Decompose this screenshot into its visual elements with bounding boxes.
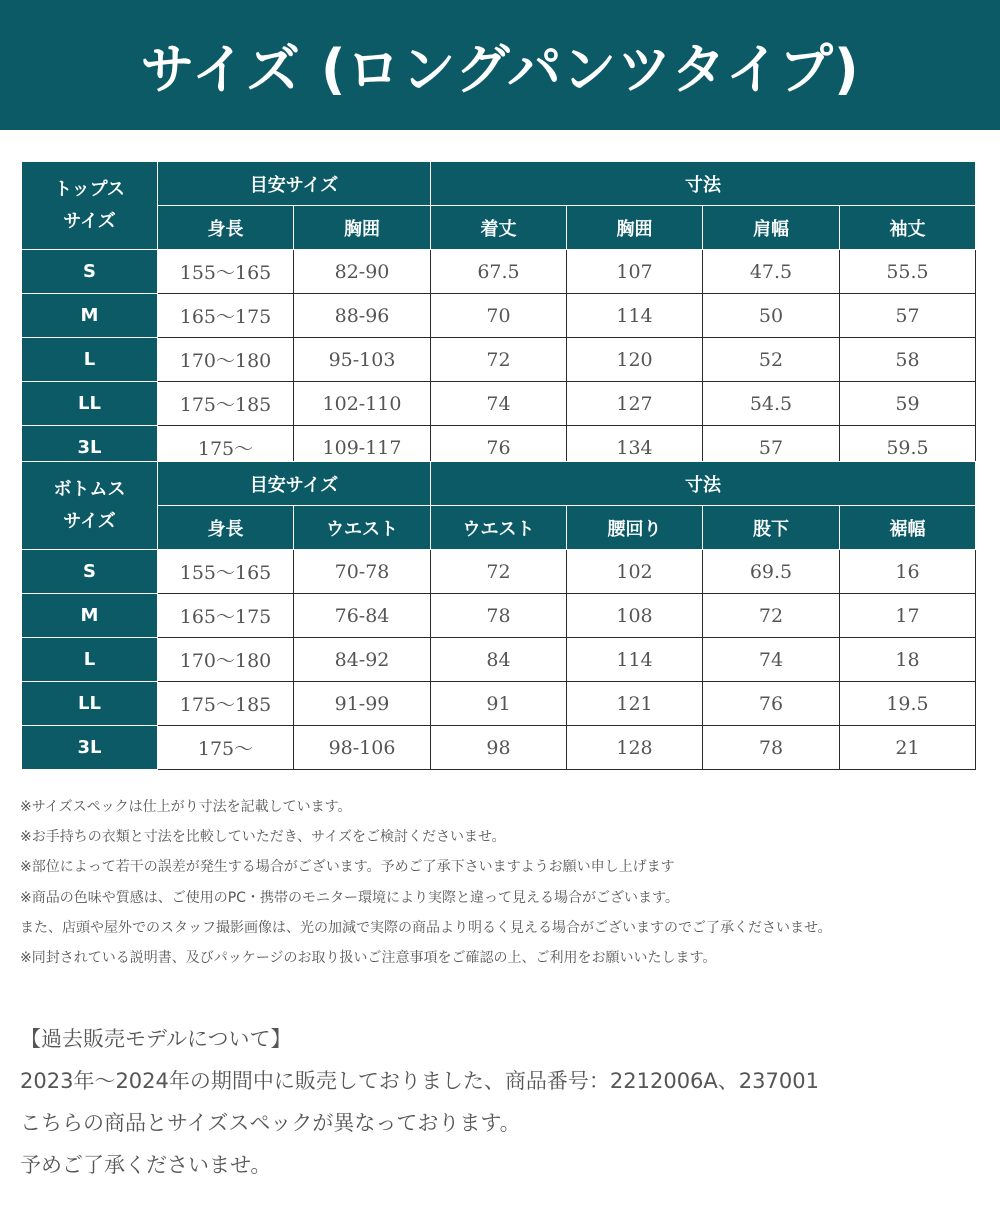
table-cell: 67.5 (431, 250, 567, 294)
table-row (22, 726, 976, 770)
title-banner (0, 0, 1000, 130)
table-cell: 72 (431, 550, 567, 594)
bottoms-group-measure: 寸法 (431, 462, 976, 506)
table-cell: 59.5 (840, 426, 976, 470)
bottoms-size-table (21, 461, 976, 770)
size-label: M (22, 294, 158, 338)
past-model-section (20, 1018, 980, 1186)
table-cell: 19.5 (840, 682, 976, 726)
table-cell: 120 (567, 338, 703, 382)
table-row (22, 682, 976, 726)
table-cell: 76 (431, 426, 567, 470)
table-cell: 70 (431, 294, 567, 338)
table-cell: 175〜185 (158, 382, 294, 426)
tops-corner-line1: トップス (54, 178, 125, 200)
table-cell: 72 (431, 338, 567, 382)
table-cell: 57 (703, 426, 840, 470)
table-cell: 91 (431, 682, 567, 726)
table-cell: 70-78 (294, 550, 431, 594)
table-cell: 54.5 (703, 382, 840, 426)
table-cell: 18 (840, 638, 976, 682)
table-row (22, 338, 976, 382)
bottoms-col-waist: ウエスト (431, 506, 567, 550)
tops-col-shoulder: 肩幅 (703, 206, 840, 250)
table-cell: 114 (567, 638, 703, 682)
table-cell: 84 (431, 638, 567, 682)
table-cell: 114 (567, 294, 703, 338)
size-label: L (22, 638, 158, 682)
table-cell: 59 (840, 382, 976, 426)
table-cell: 91-99 (294, 682, 431, 726)
table-cell: 50 (703, 294, 840, 338)
tops-corner-line2: サイズ (63, 210, 116, 232)
tops-size-table (21, 161, 976, 470)
table-cell: 74 (703, 638, 840, 682)
bottoms-corner-line1: ボトムス (53, 478, 126, 500)
table-cell: 102 (567, 550, 703, 594)
size-label: S (22, 550, 158, 594)
bottoms-col-height: 身長 (158, 506, 294, 550)
table-cell: 108 (567, 594, 703, 638)
table-cell: 47.5 (703, 250, 840, 294)
table-row (22, 550, 976, 594)
table-cell: 16 (840, 550, 976, 594)
table-cell: 127 (567, 382, 703, 426)
table-row (22, 382, 976, 426)
table-cell: 76 (703, 682, 840, 726)
table-cell: 128 (567, 726, 703, 770)
tops-col-length: 着丈 (431, 206, 567, 250)
table-cell: 170〜180 (158, 638, 294, 682)
bottoms-corner-line2: サイズ (63, 510, 116, 532)
bottoms-corner-label (22, 462, 158, 550)
table-cell: 98-106 (294, 726, 431, 770)
table-cell: 58 (840, 338, 976, 382)
table-row (22, 294, 976, 338)
table-cell: 170〜180 (158, 338, 294, 382)
table-cell: 165〜175 (158, 594, 294, 638)
table-cell: 74 (431, 382, 567, 426)
table-cell: 175〜 (158, 426, 294, 470)
table-cell: 175〜 (158, 726, 294, 770)
table-cell: 155〜165 (158, 250, 294, 294)
table-row (22, 594, 976, 638)
table-cell: 107 (567, 250, 703, 294)
size-label: 3L (22, 726, 158, 770)
table-cell: 121 (567, 682, 703, 726)
note-line: ※部位によって若干の誤差が発生する場合がございます。予めご了承下さいますようお願い申し上げます (20, 859, 675, 876)
bottoms-col-hip: 腰回り (567, 506, 703, 550)
table-cell: 78 (431, 594, 567, 638)
note-line: ※同封されている説明書、及びパッケージのお取り扱いご注意事項をご確認の上、ご利用をお願いいたします。 (20, 950, 717, 967)
note-line: ※商品の色味や質感は、ご使用のPC・携帯のモニター環境により実際と違って見える場合がございます。 (20, 889, 679, 906)
table-cell: 17 (840, 594, 976, 638)
size-label: 3L (22, 426, 158, 470)
note-line: ※サイズスペックは仕上がり寸法を記載しています。 (20, 799, 352, 815)
tops-col-chest: 胸囲 (294, 206, 431, 250)
table-row (22, 638, 976, 682)
table-row (22, 250, 976, 294)
size-label: LL (22, 682, 158, 726)
size-label: L (22, 338, 158, 382)
table-cell: 98 (431, 726, 567, 770)
notes-section (20, 792, 995, 973)
table-cell: 76-84 (294, 594, 431, 638)
table-cell: 134 (567, 426, 703, 470)
size-label: S (22, 250, 158, 294)
tops-corner-label (22, 162, 158, 250)
past-model-line: 2023年〜2024年の期間中に販売しておりました、商品番号：2212006A、237001 (20, 1069, 819, 1093)
tops-col-sleeve: 袖丈 (840, 206, 976, 250)
bottoms-col-waist-guide: ウエスト (294, 506, 431, 550)
tops-col-height: 身長 (158, 206, 294, 250)
past-model-heading: 【過去販売モデルについて】 (20, 1027, 292, 1051)
table-cell: 155〜165 (158, 550, 294, 594)
table-cell: 21 (840, 726, 976, 770)
table-cell: 69.5 (703, 550, 840, 594)
table-cell: 165〜175 (158, 294, 294, 338)
table-cell: 82-90 (294, 250, 431, 294)
past-model-line: こちらの商品とサイズスペックが異なっております。 (20, 1111, 521, 1135)
past-model-line: 予めご了承くださいませ。 (20, 1153, 272, 1177)
table-cell: 72 (703, 594, 840, 638)
size-label: M (22, 594, 158, 638)
page-title: サイズ (ロングパンツタイプ) (140, 37, 860, 101)
note-line: ※お手持ちの衣類と寸法を比較していただき、サイズをご検討くださいませ。 (20, 829, 506, 846)
table-cell: 55.5 (840, 250, 976, 294)
bottoms-group-guide: 目安サイズ (158, 462, 431, 506)
tops-group-guide: 目安サイズ (158, 162, 431, 206)
table-cell: 52 (703, 338, 840, 382)
table-cell: 102-110 (294, 382, 431, 426)
table-cell: 109-117 (294, 426, 431, 470)
table-cell: 84-92 (294, 638, 431, 682)
size-label: LL (22, 382, 158, 426)
bottoms-col-hem: 裾幅 (840, 506, 976, 550)
tops-group-measure: 寸法 (431, 162, 976, 206)
note-line: また、店頭や屋外でのスタッフ撮影画像は、光の加減で実際の商品より明るく見える場合がございますのでご了承くださいませ。 (20, 919, 832, 936)
table-cell: 88-96 (294, 294, 431, 338)
table-cell: 57 (840, 294, 976, 338)
tops-col-chest-measure: 胸囲 (567, 206, 703, 250)
table-cell: 95-103 (294, 338, 431, 382)
table-cell: 78 (703, 726, 840, 770)
bottoms-col-inseam: 股下 (703, 506, 840, 550)
table-cell: 175〜185 (158, 682, 294, 726)
